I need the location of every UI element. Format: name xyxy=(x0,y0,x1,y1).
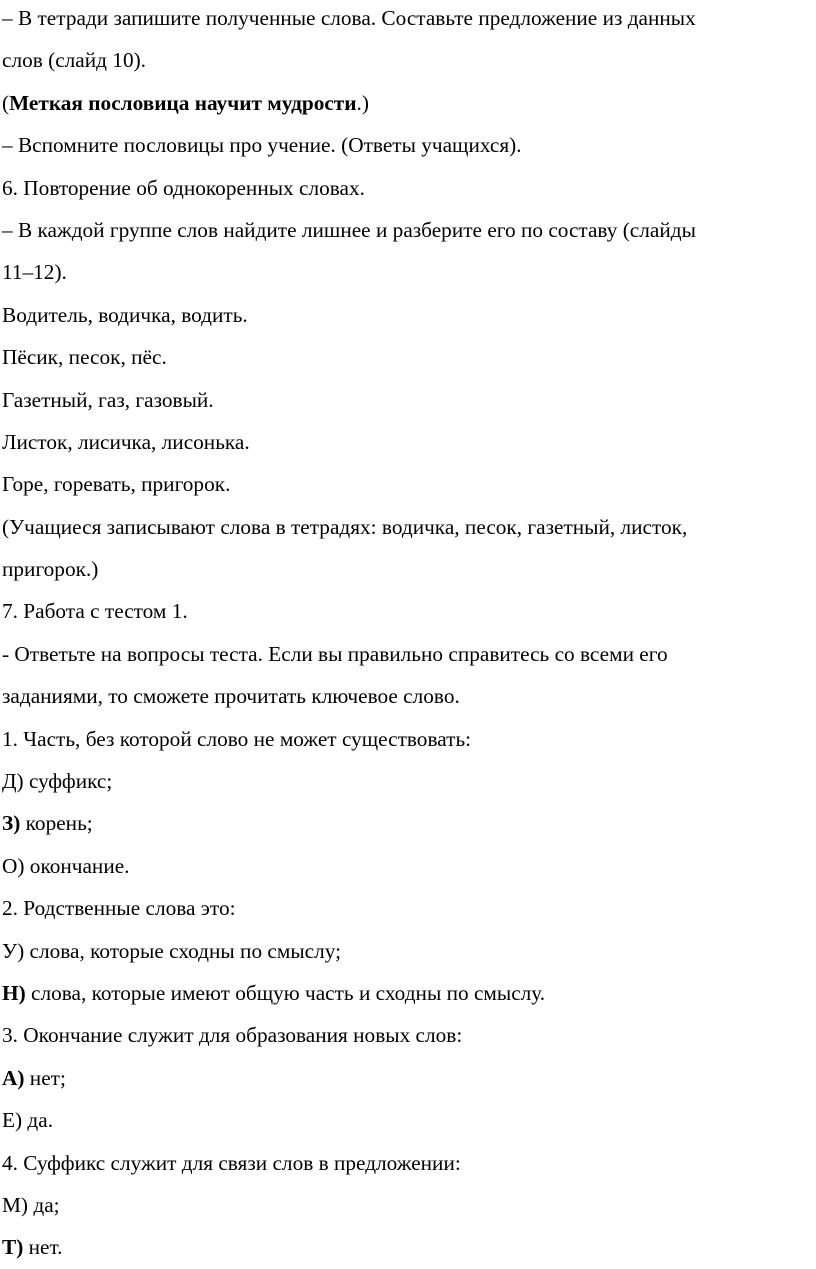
text-line: слов (слайд 10). xyxy=(2,48,147,73)
proverb-line: (Меткая пословица научит мудрости.) xyxy=(2,90,369,115)
answer-letter: А) xyxy=(2,1065,25,1090)
section-heading: 7. Работа с тестом 1. xyxy=(2,599,188,624)
text-line: заданиями, то сможете прочитать ключевое слово. xyxy=(2,684,460,709)
test-answer-correct: А) нет; xyxy=(2,1065,66,1090)
test-answer: Е) да. xyxy=(2,1108,54,1133)
test-question: 1. Часть, без которой слово не может существовать: xyxy=(2,726,472,751)
answer-letter: З) xyxy=(2,811,21,836)
text-line: пригорок.) xyxy=(2,557,99,582)
answer-letter: Т) xyxy=(2,1235,24,1260)
test-answer-correct: Н) слова, которые имеют общую часть и сходны по смыслу. xyxy=(2,980,546,1005)
test-answer: М) да; xyxy=(2,1192,60,1217)
text-line: – В каждой группе слов найдите лишнее и разберите его по составу (слайды xyxy=(2,217,696,242)
text-line: 11–12). xyxy=(2,260,67,285)
text-line: – Вспомните пословицы про учение. (Ответы учащихся). xyxy=(2,133,522,158)
word-group: Газетный, газ, газовый. xyxy=(2,387,214,412)
answer-letter: Н) xyxy=(2,980,26,1005)
word-group: Горе, горевать, пригорок. xyxy=(2,472,231,497)
text-line: - Ответьте на вопросы теста. Если вы правильно справитесь со всеми его xyxy=(2,641,668,666)
proverb-bold: Меткая пословица научит мудрости xyxy=(9,90,357,115)
text-line: (Учащиеся записывают слова в тетрадях: водичка, песок, газетный, листок, xyxy=(2,514,688,539)
text-line: – В тетради запишите полученные слова. Составьте предложение из данных xyxy=(2,6,696,30)
word-group: Листок, лисичка, лисонька. xyxy=(2,429,250,454)
test-answer-correct: Т) нет. xyxy=(2,1235,63,1260)
word-group: Водитель, водичка, водить. xyxy=(2,302,248,327)
test-answer: Д) суффикс; xyxy=(2,769,113,794)
word-group: Пёсик, песок, пёс. xyxy=(2,345,167,370)
test-question: 4. Суффикс служит для связи слов в предложении: xyxy=(2,1150,461,1175)
test-answer: О) окончание. xyxy=(2,853,130,878)
test-question: 2. Родственные слова это: xyxy=(2,896,236,921)
section-heading: 6. Повторение об однокоренных словах. xyxy=(2,175,365,200)
test-question: 3. Окончание служит для образования новых слов: xyxy=(2,1023,463,1048)
test-answer: У) слова, которые сходны по смыслу; xyxy=(2,938,342,963)
test-answer-correct: З) корень; xyxy=(2,811,93,836)
